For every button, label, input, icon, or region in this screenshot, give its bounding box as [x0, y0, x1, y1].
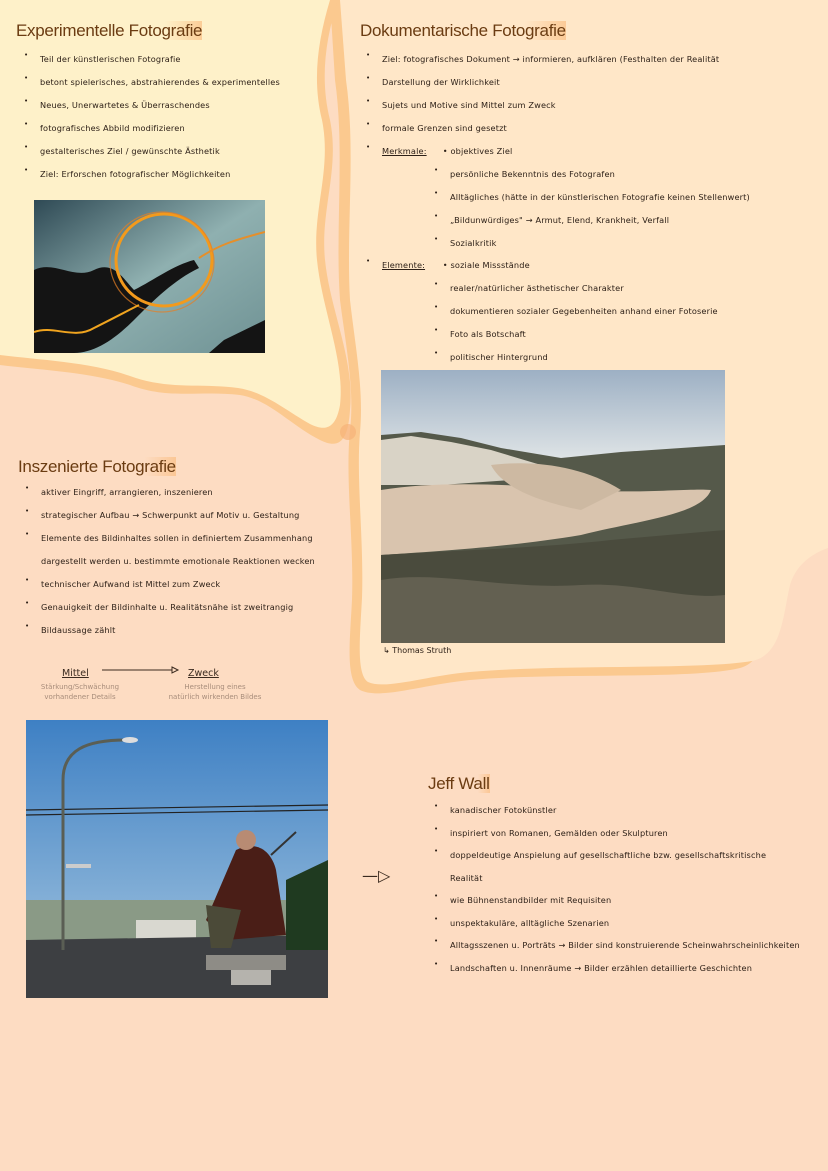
merkmal-item: objektives Ziel — [450, 146, 513, 156]
merkmale-list — [434, 169, 750, 261]
section-title-dokumentarische: Dokumentarische Fotografie — [360, 21, 566, 40]
jeff-wall-list — [434, 805, 800, 985]
element-item: • dokumentieren sozialer Gegebenheiten anhand einer Fotoserie — [434, 306, 718, 329]
list-item: • doppeldeutige Anspielung auf gesellschaftliche bzw. gesellschaftskritische — [434, 850, 800, 873]
list-item: • wie Bühnenstandbilder mit Requisiten — [434, 895, 800, 918]
list-item: • Landschaften u. Innenräume → Bilder erzählen detaillierte Geschichten — [434, 963, 800, 986]
list-item: • betont spielerisches, abstrahierendes & experimentelles — [24, 77, 280, 100]
experimentelle-list — [24, 54, 280, 192]
dokumentarische-list — [366, 54, 719, 169]
element-item: • politischer Hintergrund — [434, 352, 718, 375]
list-item: • unspektakuläre, alltägliche Szenarien — [434, 918, 800, 941]
list-item: • Teil der künstlerischen Fotografie — [24, 54, 280, 77]
merkmal-item: • Alltägliches (hätte in der künstlerischen Fotografie keinen Stellenwert) — [434, 192, 750, 215]
list-item: • Alltagsszenen u. Porträts → Bilder sind konstruierende Scheinwahrscheinlichkeiten — [434, 940, 800, 963]
elemente-label: Elemente: — [382, 260, 426, 270]
section-title-experimentelle: Experimentelle Fotografie — [16, 21, 203, 40]
list-item: • Genauigkeit der Bildinhalte u. Realitätsnähe ist zweitrangig — [25, 602, 315, 625]
list-item: • Ziel: fotografisches Dokument → informieren, aufklären (Festhalten der Realität — [366, 54, 719, 77]
mittel-label: Mittel — [62, 668, 89, 679]
list-item: • aktiver Eingriff, arrangieren, inszenieren — [25, 487, 315, 510]
zweck-description: Herstellung eines natürlich wirkenden Bildes — [168, 683, 262, 701]
merkmal-item: • Sozialkritik — [434, 238, 750, 261]
list-item-continuation: Realität — [450, 872, 483, 883]
elemente-list — [434, 283, 718, 375]
list-item: • kanadischer Fotokünstler — [434, 805, 800, 828]
merkmal-item: • persönliche Bekenntnis des Fotografen — [434, 169, 750, 192]
list-item: • Sujets und Motive sind Mittel zum Zweck — [366, 100, 719, 123]
list-item: • formale Grenzen sind gesetzt — [366, 123, 719, 146]
staged-photo — [26, 720, 328, 998]
list-item: • inspiriert von Romanen, Gemälden oder Skulpturen — [434, 828, 800, 851]
list-item: • strategischer Aufbau → Schwerpunkt auf Motiv u. Gestaltung — [25, 510, 315, 533]
section-title-inszenierte: Inszenierte Fotografie — [18, 457, 176, 476]
list-item: • Neues, Unerwartetes & Überraschendes — [24, 100, 280, 123]
list-item: • Ziel: Erforschen fotografischer Möglichkeiten — [24, 169, 280, 192]
arrow-icon — [102, 666, 182, 676]
list-item: • Bildaussage zählt — [25, 625, 315, 648]
elemente-header-list — [366, 260, 530, 283]
photo-caption: ↳ Thomas Struth — [383, 646, 452, 655]
elemente-row: • Elemente: • soziale Missstände — [366, 260, 530, 283]
inszenierte-list — [25, 487, 315, 648]
mittel-description: Stärkung/Schwächung vorhandener Details — [40, 683, 120, 701]
documentary-photo — [381, 370, 725, 643]
list-item: • fotografisches Abbild modifizieren — [24, 123, 280, 146]
list-item: • gestalterisches Ziel / gewünschte Ästhetik — [24, 146, 280, 169]
merkmal-item: • „Bildunwürdiges" → Armut, Elend, Krankheit, Verfall — [434, 215, 750, 238]
merkmale-row: • Merkmale: • objektives Ziel — [366, 146, 719, 169]
element-item: soziale Missstände — [450, 260, 530, 270]
list-item-continuation: dargestellt werden u. bestimmte emotionale Reaktionen wecken — [41, 556, 315, 566]
list-item: • technischer Aufwand ist Mittel zum Zweck — [25, 579, 315, 602]
zweck-label: Zweck — [188, 668, 219, 679]
merkmale-label: Merkmale: — [382, 146, 427, 156]
section-title-jeff-wall: Jeff Wall — [428, 774, 490, 793]
element-item: • Foto als Botschaft — [434, 329, 718, 352]
list-item: • Elemente des Bildinhaltes sollen in definiertem Zusammenhang — [25, 533, 315, 556]
element-item: • realer/natürlicher ästhetischer Charakter — [434, 283, 718, 306]
list-item: • Darstellung der Wirklichkeit — [366, 77, 719, 100]
arrow-right-icon: —▷ — [362, 866, 391, 885]
experimental-photo — [34, 200, 265, 353]
